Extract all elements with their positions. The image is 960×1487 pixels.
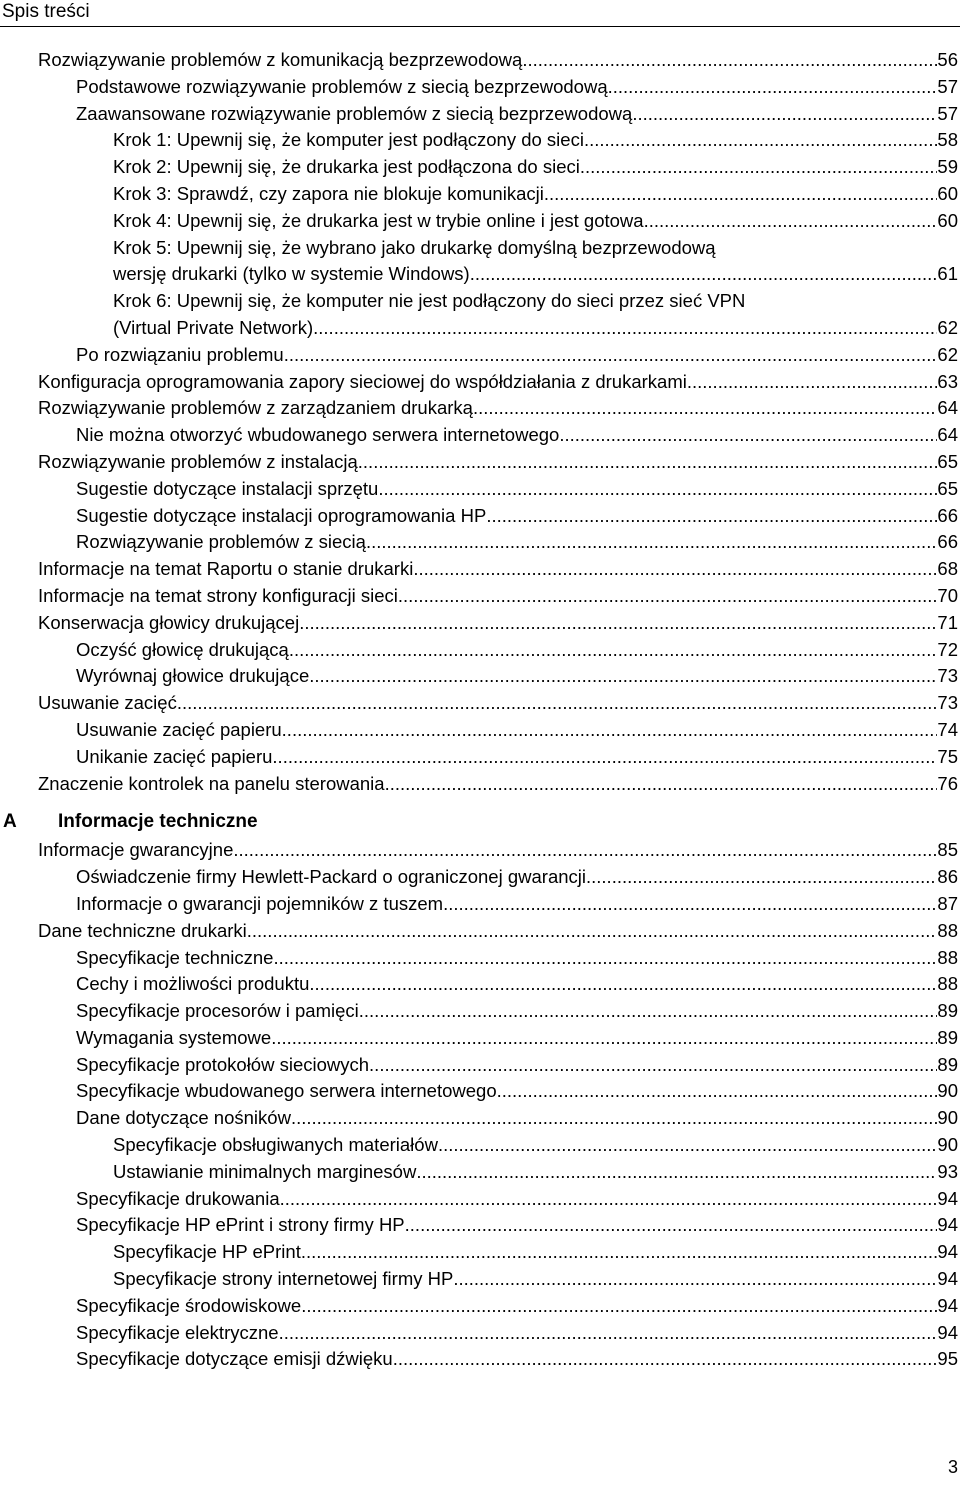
toc-entry[interactable] [0,610,960,637]
dot-leader [443,891,937,918]
toc-entry-page: 90 [937,1107,958,1129]
dot-leader [247,918,938,945]
toc-entry-page: 64 [937,424,958,446]
toc-entry[interactable] [0,503,960,530]
toc-entry-title: Krok 3: Sprawdź, czy zapora nie blokuje komunikacji [113,182,544,204]
toc-entry-page: 90 [937,1080,958,1102]
dot-leader [470,261,938,288]
toc-entry-title: Specyfikacje drukowania [76,1187,280,1209]
dot-leader [369,1052,937,1079]
toc-entry-title: Specyfikacje wbudowanego serwera internetowego [76,1080,497,1102]
toc-entry-title: Specyfikacje techniczne [76,946,274,968]
toc-entry-page: 62 [937,343,958,365]
dot-leader [687,369,938,396]
dot-leader [309,971,937,998]
dot-leader [271,1025,937,1052]
toc-entry-page: 73 [937,665,958,687]
toc-entry-title: Cechy i możliwości produktu [76,973,310,995]
toc-entry[interactable] [0,891,960,918]
toc-entry[interactable] [0,1078,960,1105]
toc-entry-title: Krok 6: Upewnij się, że komputer nie jest podłączony do sieci przez sieć VPN [113,290,746,312]
toc-entry[interactable] [0,342,960,369]
dot-leader [385,771,938,798]
dot-leader [544,181,938,208]
toc-entry-line[interactable] [0,261,960,288]
toc-entry-page: 58 [937,129,958,151]
toc-entry-page: 71 [937,611,958,633]
dot-leader [413,556,937,583]
toc-entry[interactable] [0,556,960,583]
toc-entry-title: Specyfikacje HP ePrint [113,1241,301,1263]
dot-leader [309,663,937,690]
toc-entry[interactable] [0,127,960,154]
toc-entry[interactable] [0,181,960,208]
toc-entry-title: Krok 5: Upewnij się, że wybrano jako drukarkę domyślną bezprzewodową [113,236,716,258]
toc-entry-page: 89 [937,1053,958,1075]
toc-entry-title: Usuwanie zacięć [38,692,177,714]
toc-entry-page: 63 [937,370,958,392]
toc-entry[interactable] [0,690,960,717]
dot-leader [632,101,937,128]
toc-entry[interactable] [0,663,960,690]
toc-entry-title: Rozwiązywanie problemów z komunikacją bezprzewodową [38,49,523,70]
toc-entry-page: 73 [937,692,958,714]
toc-entry-page: 72 [937,638,958,660]
toc-entry[interactable] [0,208,960,235]
appendix-letter: A [3,811,17,833]
toc-entry-page: 74 [937,718,958,740]
toc-entry-page: 66 [937,504,958,526]
toc-entry-page: 57 [937,75,958,97]
toc-entry-title: Specyfikacje środowiskowe [76,1294,302,1316]
toc-entry[interactable] [0,717,960,744]
toc-entry-title: Oczyść głowicę drukującą [76,638,289,660]
toc-entry[interactable] [0,101,960,128]
toc-entry-title: Specyfikacje dotyczące emisji dźwięku [76,1348,393,1370]
toc-entry-title: Informacje na temat strony konfiguracji sieci [38,584,398,606]
toc-entry-page: 95 [937,1348,958,1370]
toc-entry-page: 94 [937,1294,958,1316]
toc-entry-title: Ustawianie minimalnych marginesów [113,1160,417,1182]
toc-entry-title: Sugestie dotyczące instalacji oprogramowania HP [76,504,487,526]
toc-entry-title: Krok 2: Upewnij się, że drukarka jest podłączona do sieci [113,156,580,178]
dot-leader [366,529,937,556]
toc-entry[interactable] [0,1159,960,1186]
toc-entry[interactable] [0,1293,960,1320]
toc-entry[interactable] [0,74,960,101]
dot-leader [299,610,937,637]
table-of-contents [0,47,960,1373]
toc-entry-page: 88 [937,919,958,941]
toc-entry[interactable] [0,1105,960,1132]
toc-entry-page: 88 [937,973,958,995]
toc-entry-title: Specyfikacje procesorów i pamięci [76,1000,359,1022]
dot-leader [559,422,937,449]
toc-entry[interactable] [0,47,960,74]
dot-leader [438,1132,937,1159]
toc-entry-title: Konfiguracja oprogramowania zapory sieciowej do współdziałania z drukarkami [38,370,687,392]
toc-entry-line[interactable] [0,288,960,315]
toc-entry[interactable] [0,837,960,864]
toc-entry[interactable] [0,1239,960,1266]
toc-entry-page: 62 [937,316,958,338]
dot-leader [272,744,937,771]
toc-entry[interactable] [0,771,960,798]
toc-entry-page: 90 [937,1134,958,1156]
dot-leader [279,1320,938,1347]
toc-entry-page: 66 [937,531,958,553]
dot-leader [291,1105,937,1132]
toc-entry-title: Oświadczenie firmy Hewlett-Packard o ograniczonej gwarancji [76,866,586,888]
toc-entry-title: Specyfikacje HP ePrint i strony firmy HP [76,1214,405,1236]
toc-entry-page: 60 [937,182,958,204]
toc-entry-page: 94 [937,1187,958,1209]
dot-leader [289,637,938,664]
toc-entry[interactable] [0,1212,960,1239]
toc-entry-title: Specyfikacje elektryczne [76,1321,279,1343]
toc-entry[interactable] [0,971,960,998]
dot-leader [233,837,937,864]
dot-leader [359,998,938,1025]
toc-entry-title: Specyfikacje obsługiwanych materiałów [113,1134,438,1156]
dot-leader [393,1346,938,1373]
toc-entry-title: Rozwiązywanie problemów z zarządzaniem drukarką [38,397,473,419]
dot-leader [301,1293,937,1320]
toc-entry-page: 94 [937,1321,958,1343]
dot-leader [273,945,937,972]
toc-entry[interactable] [0,369,960,396]
dot-leader [497,1078,938,1105]
dot-leader [177,690,938,717]
toc-entry-page: 65 [937,477,958,499]
dot-leader [301,1239,938,1266]
toc-entry[interactable] [0,154,960,181]
toc-entry-title: Specyfikacje strony internetowej firmy HP [113,1268,454,1290]
dot-leader [398,583,938,610]
toc-entry[interactable] [0,583,960,610]
toc-entry-title: Sugestie dotyczące instalacji sprzętu [76,477,379,499]
toc-entry-page: 61 [937,263,958,285]
toc-entry[interactable] [0,1266,960,1293]
toc-entry-page: 57 [937,102,958,124]
toc-entry-title-continued: (Virtual Private Network) [113,316,314,338]
dot-leader [453,1266,937,1293]
toc-entry[interactable] [0,529,960,556]
toc-entry-title: Krok 1: Upewnij się, że komputer jest podłączony do sieci [113,129,584,151]
toc-entry[interactable] [0,1025,960,1052]
toc-entry-title: Specyfikacje protokołów sieciowych [76,1053,370,1075]
toc-entry-page: 87 [937,892,958,914]
dot-leader [416,1159,937,1186]
dot-leader [313,315,937,342]
toc-entry[interactable] [0,1186,960,1213]
toc-entry[interactable] [0,1132,960,1159]
page-number: 3 [947,1457,958,1477]
toc-entry[interactable] [0,637,960,664]
toc-entry-page: 94 [937,1241,958,1263]
toc-entry-title: Po rozwiązaniu problemu [76,343,284,365]
toc-entry[interactable] [0,395,960,422]
dot-leader [586,864,937,891]
toc-entry-title: Nie można otworzyć wbudowanego serwera internetowego [76,424,560,446]
dot-leader [284,342,938,369]
toc-entry-title: Zaawansowane rozwiązywanie problemów z siecią bezprzewodową [76,102,633,124]
dot-leader [522,47,937,74]
toc-entry-title: Informacje o gwarancji pojemników z tuszem [76,892,444,914]
toc-entry-title: Rozwiązywanie problemów z siecią [76,531,366,553]
toc-part-1 [0,47,960,797]
toc-entry-line[interactable] [0,315,960,342]
toc-entry-page: 94 [937,1268,958,1290]
toc-entry-page: 70 [937,584,958,606]
toc-entry-line[interactable] [0,235,960,262]
toc-entry-page: 94 [937,1214,958,1236]
toc-entry-page: 59 [937,156,958,178]
toc-entry-title: Informacje na temat Raportu o stanie drukarki [38,558,414,580]
toc-entry[interactable] [0,422,960,449]
toc-entry-title: Unikanie zacięć papieru [76,745,273,767]
toc-entry-title: Krok 4: Upewnij się, że drukarka jest w trybie online i jest gotowa [113,209,644,231]
toc-entry[interactable] [0,1346,960,1373]
toc-entry-page: 68 [937,558,958,580]
toc-entry-title: Dane techniczne drukarki [38,919,247,941]
page-header-title: Spis treści [2,1,90,22]
dot-leader [405,1212,938,1239]
toc-entry-page: 76 [937,772,958,794]
toc-entry[interactable] [0,476,960,503]
toc-entry[interactable] [0,744,960,771]
dot-leader [378,476,937,503]
dot-leader [584,127,937,154]
toc-entry-title: Konserwacja głowicy drukującej [38,611,300,633]
dot-leader [358,449,938,476]
toc-entry-title: Informacje gwarancyjne [38,839,234,861]
toc-entry-title: Usuwanie zacięć papieru [76,718,282,740]
toc-entry[interactable] [0,945,960,972]
toc-entry-page: 86 [937,866,958,888]
dot-leader [580,154,938,181]
toc-entry-page: 64 [937,397,958,419]
toc-entry-title: Rozwiązywanie problemów z instalacją [38,450,358,472]
toc-entry-title: Dane dotyczące nośników [76,1107,291,1129]
toc-part-2 [0,837,960,1373]
toc-entry-page: 89 [937,1026,958,1048]
toc-entry-title: Wymagania systemowe [76,1026,272,1048]
toc-entry-page: 88 [937,946,958,968]
appendix-title: Informacje techniczne [58,811,258,833]
toc-entry[interactable] [0,1320,960,1347]
toc-entry-title: Podstawowe rozwiązywanie problemów z siecią bezprzewodową [76,75,608,97]
header-rule [0,26,960,27]
toc-entry-page: 60 [937,209,958,231]
dot-leader [608,74,938,101]
toc-entry-page: 65 [937,450,958,472]
toc-entry-page: 93 [937,1160,958,1182]
toc-entry-title: Znaczenie kontrolek na panelu sterowania [38,772,385,794]
appendix-heading [0,809,960,835]
toc-entry-page: 89 [937,1000,958,1022]
toc-entry-page: 75 [937,745,958,767]
dot-leader [644,208,938,235]
toc-entry-page: 85 [937,839,958,861]
toc-entry[interactable] [0,864,960,891]
dot-leader [282,717,938,744]
toc-entry[interactable] [0,918,960,945]
dot-leader [280,1186,938,1213]
toc-entry[interactable] [0,1052,960,1079]
toc-entry[interactable] [0,998,960,1025]
toc-entry-title-continued: wersję drukarki (tylko w systemie Windows) [113,263,470,285]
toc-entry-title: Wyrównaj głowice drukujące [76,665,310,687]
toc-entry[interactable] [0,449,960,476]
dot-leader [486,503,937,530]
toc-entry-page: 56 [937,49,958,70]
dot-leader [473,395,937,422]
